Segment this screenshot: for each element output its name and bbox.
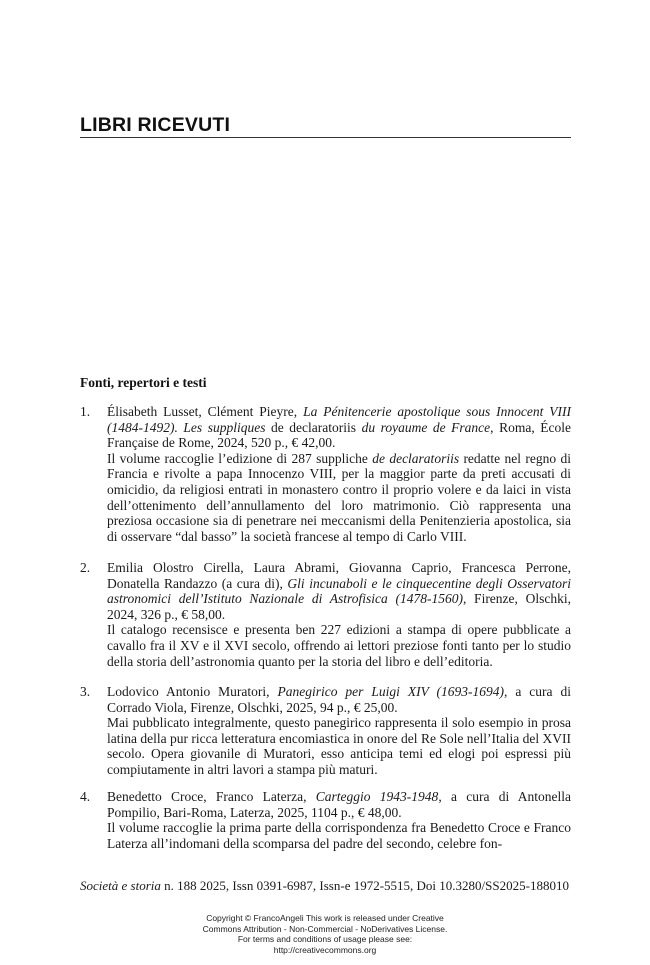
entry-publication: , a cura di Corrado Viola, Firenze, Olschki, 2025, 94 p., € 25,00.: [107, 684, 571, 715]
entry-number: 4.: [80, 789, 91, 804]
page-title: LIBRI RICEVUTI: [80, 114, 231, 136]
section-heading: Fonti, repertori e testi: [80, 375, 207, 390]
title-divider: [80, 137, 571, 138]
copyright-line: Copyright © FrancoAngeli This work is released under Creative: [206, 913, 444, 923]
entry-number: 2.: [80, 560, 91, 575]
entry-title: La Pénitencerie apostolique sous Innocent VIII (1484-1492). Les suppliques: [107, 404, 571, 435]
entry-authors: Emilia Olostro Cirella, Laura Abrami, Giovanna Caprio, Francesca Perrone, Donatella Randazzo (a cura di),: [107, 560, 571, 591]
entry-description: [107, 451, 571, 545]
entry-authors: Élisabeth Lusset, Clément Pieyre,: [107, 404, 304, 419]
entry-title: Panegirico per Luigi XIV (1693-1694): [277, 684, 505, 699]
entry-description: Mai pubblicato integralmente, questo panegirico rappresenta il solo esempio in prosa latina della pur ricca letteratura encomiastica in onore del Re Sole nell’Italia del XVII secolo. Opera giovanile di Muratori, esso anticipa temi ed elogi poi espressi più compiutamente in altri lavori a stampa più maturi.: [107, 715, 571, 777]
journal-details: n. 188 2025, Issn 0391-6987, Issn-e 1972-5515, Doi 10.3280/SS2025-188010: [160, 878, 569, 893]
entry-citation: [107, 560, 571, 622]
journal-citation: [80, 878, 580, 894]
entry-citation: [107, 789, 571, 820]
book-entry-2: [80, 560, 571, 669]
book-entry-4: [80, 789, 571, 851]
entry-publication: , a cura di Antonella Pompilio, Bari-Roma, Laterza, 2025, 1104 p., € 48,00.: [107, 789, 572, 820]
entry-authors: Benedetto Croce, Franco Laterza,: [107, 789, 316, 804]
entry-citation: [107, 684, 571, 715]
entry-desc-italic: de declaratoriis: [372, 450, 460, 466]
copyright-line: For terms and conditions of usage please see:: [237, 934, 413, 945]
entry-authors: Lodovico Antonio Muratori,: [107, 684, 278, 699]
copyright-notice: [0, 913, 650, 955]
license-link[interactable]: http://creativecommons.org: [273, 944, 377, 955]
copyright-line: Commons Attribution - Non-Commercial - NoDerivatives License.: [202, 923, 448, 934]
entry-desc-part: Il volume raccoglie l’edizione di 287 suppliche: [107, 450, 373, 466]
entry-title: Gli incunaboli e le cinquecentine degli Osservatori astronomici dell’Istituto Nazionale di Astrofisica (1478-1560): [107, 575, 572, 607]
entry-description: Il volume raccoglie la prima parte della corrispondenza fra Benedetto Croce e Franco Laterza all’indomani della scomparsa del padre del secondo, celebre fon-: [107, 820, 571, 851]
entry-title-cont: du royaume de France: [361, 419, 491, 435]
entry-number: 1.: [80, 404, 91, 419]
entry-publication: , Roma, École Française de Rome, 2024, 520 p., € 42,00.: [107, 419, 571, 451]
entry-description: Il catalogo recensisce e presenta ben 227 edizioni a stampa di opere pubblicate a cavallo fra il XV e il XVI secolo, offrendo ai lettori preziose fonti tanto per lo studio della storia dell’astronomia quanto per la storia del libro e dell’editoria.: [107, 622, 571, 669]
entry-publication: , Firenze, Olschki, 2024, 326 p., € 58,00.: [107, 591, 571, 622]
book-entry-1: [80, 404, 571, 544]
journal-name: Società e storia: [80, 878, 161, 893]
entry-number: 3.: [80, 684, 91, 699]
entry-citation: [107, 404, 571, 451]
book-entry-3: [80, 684, 571, 778]
entry-title: Carteggio 1943-1948: [315, 789, 439, 804]
entry-desc-part: redatte nel regno di Francia e rivolte a papa Innocenzo VIII, per la maggior parte da preti accusati di omicidio, da religiosi entrati in monastero contro il proprio volere e da laici in vista dell’ottenimento dell’annullamento del loro matrimonio. Ciò rappresenta una preziosa occasione sia di penetrare nei meccanismi della Penitenzieria apostolica, sia di osservare “dal basso” la società francese al tempo di Carlo VIII.: [107, 450, 571, 544]
entry-title-latin: de declaratoriis: [265, 419, 362, 435]
